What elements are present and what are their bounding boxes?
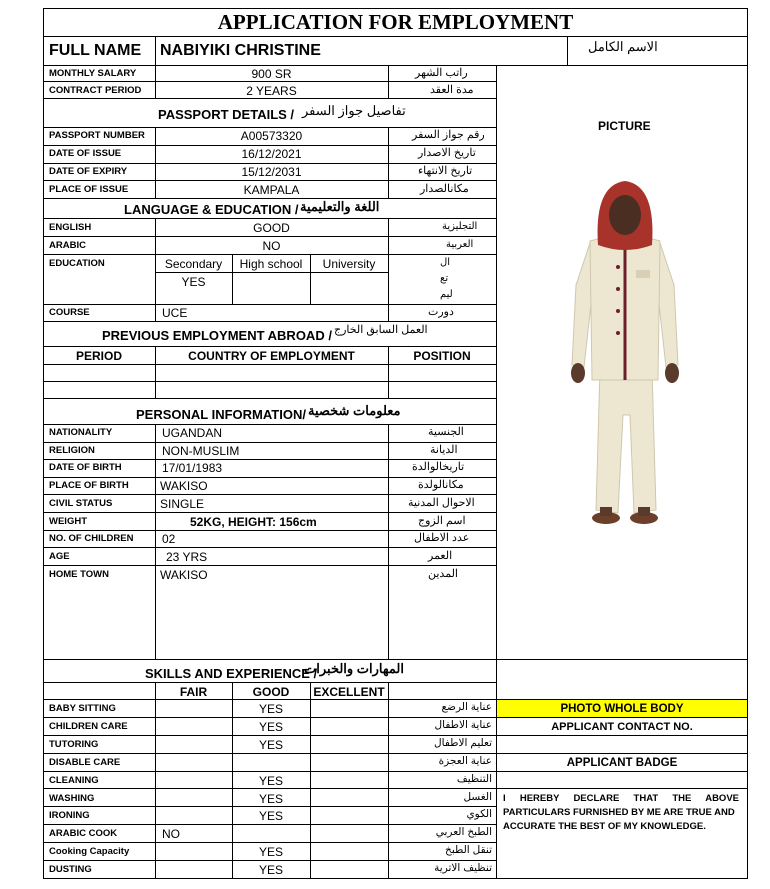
place-of-birth-value: WAKISO <box>160 479 208 493</box>
grid-line <box>155 36 156 65</box>
grid-line <box>43 735 748 736</box>
dob-label: DATE OF BIRTH <box>49 462 122 473</box>
full-name-label-ar: الاسم الكامل <box>588 39 658 54</box>
skills-header-ar: المهارات والخبرات <box>304 661 404 676</box>
education-selected: YES <box>181 275 206 289</box>
skills-col-good: GOOD <box>252 685 290 699</box>
passport-header-ar: تفاصيل جواز السفر <box>302 103 406 118</box>
skill-label-ar: تعليم الاطفال <box>434 737 492 749</box>
education-label-ar-1: ال <box>440 257 451 268</box>
home-town-label-ar: المدين <box>428 568 458 580</box>
previous-employment-header-ar: العمل السابق الخارج <box>334 324 428 336</box>
photo-torso <box>590 236 660 380</box>
skill-good-value: YES <box>258 809 283 823</box>
skill-good-value: YES <box>258 738 283 752</box>
issue-date-label: DATE OF ISSUE <box>49 148 122 159</box>
civil-status-value: SINGLE <box>160 497 205 511</box>
place-of-issue-value: KAMPALA <box>243 183 300 197</box>
grid-line <box>155 272 388 273</box>
children-label: NO. OF CHILDREN <box>49 533 134 544</box>
education-label-ar-2: تع <box>440 273 449 284</box>
skill-good-value: YES <box>258 792 283 806</box>
grid-line <box>43 36 748 37</box>
skill-label: DISABLE CARE <box>49 757 121 768</box>
contract-label-ar: مدة العقد <box>430 84 474 96</box>
place-of-issue-label-ar: مكانالصدار <box>420 183 469 195</box>
grid-line <box>43 180 496 181</box>
skill-label-ar: عناية العجزة <box>438 755 492 767</box>
skills-col-excellent: EXCELLENT <box>313 685 385 699</box>
employment-col-country: COUNTRY OF EMPLOYMENT <box>188 349 355 363</box>
grid-line <box>388 218 389 321</box>
home-town-value: WAKISO <box>160 568 208 582</box>
skill-label: CLEANING <box>49 775 99 786</box>
religion-label-ar: الديانة <box>430 444 458 456</box>
age-value: 23 YRS <box>166 550 208 564</box>
photo-feet <box>592 507 658 524</box>
education-label-ar-3: ليم <box>440 289 453 300</box>
english-label: ENGLISH <box>49 222 92 233</box>
grid-line <box>43 565 496 566</box>
grid-line <box>43 494 496 495</box>
employment-col-position: POSITION <box>413 349 471 363</box>
skill-good-value: YES <box>258 774 283 788</box>
issue-date-label-ar: تاريخ الاصدار <box>418 147 476 159</box>
civil-status-label: CIVIL STATUS <box>49 498 113 509</box>
grid-line <box>43 145 496 146</box>
course-label: COURSE <box>49 307 90 318</box>
course-value: UCE <box>162 306 188 320</box>
place-of-birth-label: PLACE OF BIRTH <box>49 480 129 491</box>
contract-value: 2 YEARS <box>246 84 297 98</box>
declaration-line-1: I HEREBY DECLARE THAT THE ABOVE <box>503 793 739 804</box>
grid-line <box>43 98 496 99</box>
passport-number-label-ar: رقم جواز السفر <box>412 129 485 141</box>
skill-label: TUTORING <box>49 739 99 750</box>
grid-line <box>43 364 496 365</box>
nationality-value: UGANDAN <box>162 426 223 440</box>
grid-line <box>43 163 496 164</box>
grid-line <box>43 477 496 478</box>
arabic-value: NO <box>262 239 281 253</box>
skill-label-ar: الغسل <box>463 791 492 803</box>
grid-line <box>43 424 496 425</box>
skill-label: WASHING <box>49 793 95 804</box>
photo-legs <box>596 370 656 513</box>
skill-label: IRONING <box>49 810 90 821</box>
declaration-line-3: ACCURATE THE BEST OF MY KNOWLEDGE. <box>503 821 706 832</box>
grid-line <box>43 459 496 460</box>
personal-header-ar: معلومات شخصية <box>308 403 401 418</box>
skill-label-ar: تنظيف الاترية <box>434 862 492 874</box>
place-of-birth-label-ar: مكانالولدة <box>418 479 464 491</box>
english-label-ar: التجليزية <box>442 221 478 232</box>
skill-label: CHILDREN CARE <box>49 721 128 732</box>
passport-number-label: PASSPORT NUMBER <box>49 130 145 141</box>
children-value: 02 <box>162 532 176 546</box>
nationality-label: NATIONALITY <box>49 427 113 438</box>
photo-whole-body-label: PHOTO WHOLE BODY <box>560 703 684 715</box>
skill-label-ar: عناية الاطفال <box>434 719 492 731</box>
religion-label: RELIGION <box>49 445 95 456</box>
grid-line <box>567 36 568 65</box>
course-label-ar: دورت <box>428 306 454 318</box>
grid-line <box>43 512 496 513</box>
grid-line <box>43 8 44 879</box>
salary-value: 900 SR <box>251 67 292 81</box>
skills-header: SKILLS AND EXPERIENCE / <box>145 666 318 681</box>
skill-good-value: YES <box>258 863 283 877</box>
grid-line <box>43 753 748 754</box>
religion-value: NON-MUSLIM <box>162 444 240 458</box>
full-name-label: FULL NAME <box>49 42 142 59</box>
grid-line <box>43 788 748 789</box>
passport-number-value: A00573320 <box>240 129 303 143</box>
grid-line <box>43 65 748 66</box>
arabic-label: ARABIC <box>49 240 86 251</box>
grid-line <box>43 682 496 683</box>
salary-label-ar: راتب الشهر <box>415 67 468 79</box>
grid-line <box>43 842 496 843</box>
grid-line <box>43 442 496 443</box>
place-of-issue-label: PLACE OF ISSUE <box>49 184 129 195</box>
grid-line <box>43 717 748 718</box>
grid-line <box>43 254 496 255</box>
home-town-label: HOME TOWN <box>49 569 109 580</box>
grid-line <box>43 236 496 237</box>
form-title: APPLICATION FOR EMPLOYMENT <box>217 10 574 34</box>
grid-line <box>155 424 156 659</box>
grid-line <box>43 81 496 82</box>
grid-line <box>43 771 748 772</box>
skill-good-value: YES <box>258 845 283 859</box>
skill-label: Cooking Capacity <box>49 846 130 857</box>
weight-height-value: 52KG, HEIGHT: 156cm <box>190 515 317 529</box>
arabic-label-ar: العربية <box>446 239 474 250</box>
grid-line <box>43 530 496 531</box>
grid-line <box>43 806 496 807</box>
children-label-ar: عدد الاطفال <box>414 532 470 544</box>
nationality-label-ar: الجنسية <box>428 426 464 438</box>
expiry-date-label: DATE OF EXPIRY <box>49 166 128 177</box>
grid-line <box>43 218 496 219</box>
passport-header: PASSPORT DETAILS / <box>158 107 295 122</box>
salary-label: MONTHLY SALARY <box>49 68 137 79</box>
grid-line <box>43 346 496 347</box>
language-header-ar: اللغة والتعليمية <box>300 199 380 214</box>
applicant-contact-label: APPLICANT CONTACT NO. <box>551 721 693 733</box>
grid-line <box>310 682 311 878</box>
grid-line <box>496 65 497 878</box>
civil-status-label-ar: الاحوال المدنية <box>408 497 475 509</box>
age-label-ar: العمر <box>428 550 453 562</box>
dob-value: 17/01/1983 <box>162 461 223 475</box>
education-level-university: University <box>322 257 376 271</box>
declaration-line-2: PARTICULARS FURNISHED BY ME ARE TRUE AND <box>503 807 735 818</box>
skill-label: BABY SITTING <box>49 703 116 714</box>
grid-line <box>43 127 496 128</box>
skill-label: DUSTING <box>49 864 92 875</box>
grid-line <box>388 682 389 878</box>
grid-line <box>43 659 748 660</box>
english-value: GOOD <box>253 221 290 235</box>
applicant-photo <box>560 175 690 540</box>
contract-label: CONTRACT PERIOD <box>49 85 142 96</box>
photo-head <box>598 181 653 250</box>
grid-line <box>43 860 496 861</box>
skill-good-value: YES <box>258 702 283 716</box>
grid-line <box>43 198 496 199</box>
grid-line <box>388 424 389 659</box>
skill-label-ar: تنقل الطبخ <box>445 844 492 856</box>
skill-label: ARABIC COOK <box>49 828 118 839</box>
skill-label-ar: الكوي <box>466 808 492 820</box>
skill-good-value: YES <box>258 720 283 734</box>
education-level-high-school: High school <box>239 257 303 271</box>
applicant-badge-label: APPLICANT BADGE <box>566 757 678 769</box>
expiry-date-label-ar: تاريخ الانتهاء <box>418 165 473 177</box>
education-label: EDUCATION <box>49 258 105 269</box>
picture-label: PICTURE <box>598 119 651 133</box>
grid-line <box>388 127 389 198</box>
personal-header: PERSONAL INFORMATION/ <box>136 407 306 422</box>
skills-col-fair: FAIR <box>179 685 208 699</box>
grid-line <box>43 321 496 322</box>
grid-line <box>155 682 156 878</box>
skill-label-ar: التنظيف <box>456 773 492 785</box>
employment-col-period: PERIOD <box>75 349 122 363</box>
skill-fair-value: NO <box>162 827 180 841</box>
skill-label-ar: الطبخ العربي <box>435 826 492 838</box>
grid-line <box>747 8 748 879</box>
grid-line <box>388 65 389 98</box>
full-name-value: NABIYIKI CHRISTINE <box>160 42 321 59</box>
issue-date-value: 16/12/2021 <box>241 147 302 161</box>
grid-line <box>43 547 496 548</box>
education-level-secondary: Secondary <box>164 257 223 271</box>
grid-line <box>43 824 496 825</box>
grid-line <box>43 8 748 9</box>
language-header: LANGUAGE & EDUCATION / <box>124 202 299 217</box>
skill-label-ar: عناية الرضع <box>441 701 492 713</box>
expiry-date-value: 15/12/2031 <box>241 165 302 179</box>
grid-line <box>43 381 496 382</box>
weight-label: WEIGHT <box>49 516 87 527</box>
grid-line <box>43 878 748 879</box>
grid-line <box>43 398 496 399</box>
weight-label-ar: اسم الزوج <box>418 515 466 527</box>
grid-line <box>43 304 496 305</box>
age-label: AGE <box>49 551 70 562</box>
previous-employment-header: PREVIOUS EMPLOYMENT ABROAD / <box>102 328 332 343</box>
dob-label-ar: تاريخالوالدة <box>412 461 465 473</box>
